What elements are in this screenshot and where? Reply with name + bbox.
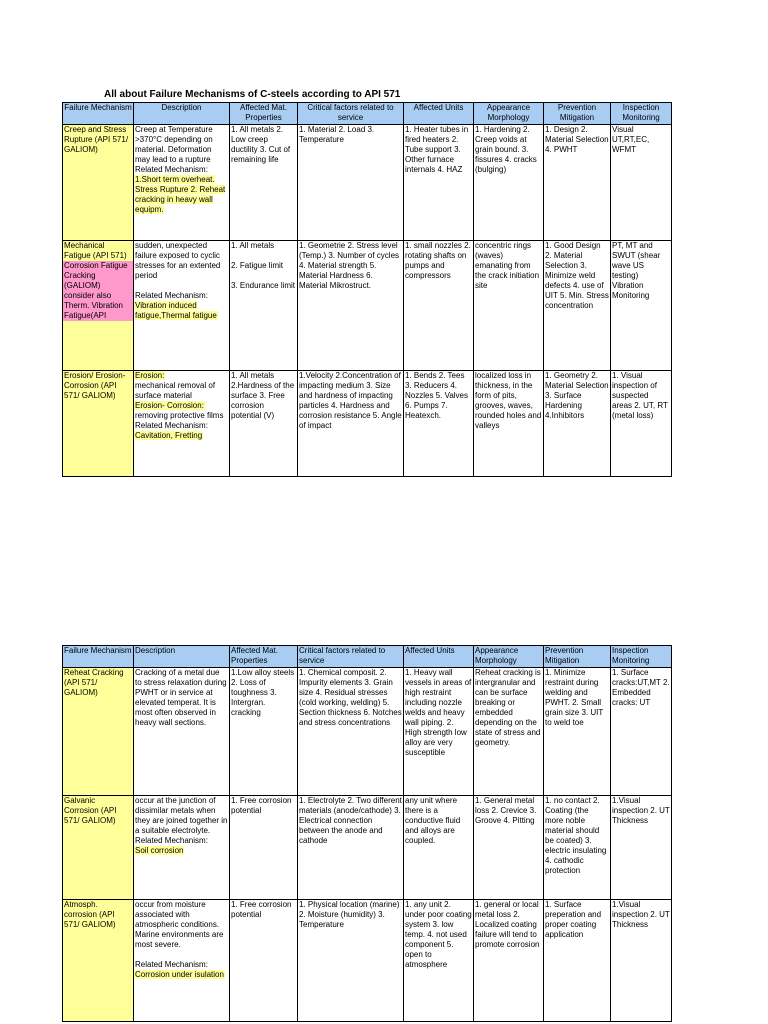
properties-cell: 1. Free corrosion potential [230, 796, 298, 900]
header-cell: Inspection Monitoring [611, 646, 672, 668]
factors-cell: 1. Chemical composit. 2. Impurity elements 3. Grain size 4. Residual stresses (cold working, welding) 5. Section thickness 6. Notches and stress concentrations [298, 668, 404, 796]
mechanism-cell: Creep and Stress Rupture (API 571/ GALIOM) [63, 125, 134, 241]
description-text: sudden, unexpected failure exposed to cyclic stresses for an extented period [135, 241, 221, 280]
inspection-cell: 1. Visual inspection of suspected areas 2. UT, RT (metal loss) [611, 371, 672, 477]
related-mechanism-label: Related Mechanism: [135, 960, 208, 969]
related-mechanism-highlight: Vibration induced fatigue,Thermal fatigue [135, 301, 217, 320]
morphology-cell: localized loss in thickness, in the form of pits, grooves, waves, rounded holes and valleys [474, 371, 544, 477]
property-item: 3. Endurance limit [231, 281, 296, 290]
mechanism-cell: Galvanic Corrosion (API 571/ GALIOM) [63, 796, 134, 900]
erosion-corrosion-highlight: Erosion- Corrosion: [135, 401, 204, 410]
properties-cell [230, 241, 298, 371]
description-text: mechanical removal of surface material [135, 381, 216, 400]
description-cell: Cracking of a metal due to stress relaxation during PWHT or in service at elevated temperat. It is most often observed in heavy wall sections. [134, 668, 230, 796]
properties-cell: 1. All metals 2.Hardness of the surface 3. Free corrosion potential (V) [230, 371, 298, 477]
header-cell: Appearance Morphology [474, 103, 544, 125]
factors-cell: 1. Electrolyte 2. Two different materials (anode/cathode) 3. Electrical connection between the anode and cathode [298, 796, 404, 900]
prevention-cell: 1. Design 2. Material Selection 4. PWHT [544, 125, 611, 241]
related-mechanism-highlight: Cavitation, Fretting [135, 431, 203, 440]
mechanism-cell: Erosion/ Erosion-Corrosion (API 571/ GALIOM) [63, 371, 134, 477]
related-mechanism-label: Related Mechanism: [135, 291, 208, 300]
description-cell [134, 241, 230, 371]
description-cell [134, 796, 230, 900]
header-cell: Prevention Mitigation [544, 103, 611, 125]
description-cell [134, 371, 230, 477]
description-cell [134, 900, 230, 1022]
failure-table-1 [62, 102, 672, 477]
table-row [63, 796, 672, 900]
header-cell: Inspection Monitoring [611, 103, 672, 125]
description-text: occur from moisture associated with atmospheric conditions. Marine environments are most severe. [135, 900, 224, 949]
morphology-cell: 1. general or local metal loss 2. Localized coating failure will tend to promote corrosion [474, 900, 544, 1022]
inspection-cell: Visual UT,RT,EC, WFMT [611, 125, 672, 241]
header-cell: Affected Units [404, 103, 474, 125]
units-cell: any unit where there is a conductive fluid and alloys are coupled. [404, 796, 474, 900]
description-cell [134, 125, 230, 241]
header-cell: Description [134, 646, 230, 668]
mechanism-cell: Atmosph. corrosion (API 571/ GALIOM) [63, 900, 134, 1022]
factors-cell: 1.Velocity 2.Concentration of impacting medium 3. Size and hardness of impacting particles 4. Hardness and corrosion resistance 5. Angle of impact [298, 371, 404, 477]
header-cell: Affected Units [404, 646, 474, 668]
property-item: 1. All metals [231, 241, 275, 250]
morphology-cell: 1. General metal loss 2. Crevice 3. Groove 4. Pitting [474, 796, 544, 900]
header-cell: Critical factors related to service [298, 103, 404, 125]
table-row [63, 125, 672, 241]
mechanism-secondary: Corrosion Fatigue Cracking (GALIOM) consider also Therm. Vibration Fatigue(API [63, 261, 133, 321]
units-cell: 1. small nozzles 2. rotating shafts on pumps and compressors [404, 241, 474, 371]
header-cell: Appearance Morphology [474, 646, 544, 668]
morphology-cell: 1. Hardening 2. Creep voids at grain bound. 3. fissures 4. cracks (bulging) [474, 125, 544, 241]
table-header-row [63, 646, 672, 668]
morphology-cell: concentric rings (waves) emanating from the crack initiation site [474, 241, 544, 371]
header-cell: Prevention Mitigation [544, 646, 611, 668]
erosion-highlight: Erosion: [135, 371, 165, 380]
property-item: 2. Fatigue limit [231, 261, 284, 270]
mechanism-primary: Mechanical Fatigue (API 571) [64, 241, 127, 260]
mechanism-cell: Reheat Cracking (API 571/ GALIOM) [63, 668, 134, 796]
page-title: All about Failure Mechanisms of C-steels according to API 571 [104, 89, 401, 100]
header-cell: Description [134, 103, 230, 125]
factors-cell: 1. Physical location (marine) 2. Moisture (humidity) 3. Temperature [298, 900, 404, 1022]
prevention-cell: 1. Good Design 2. Material Selection 3. Minimize weld defects 4. use of UIT 5. Min. Stress concentration [544, 241, 611, 371]
header-cell: Failure Mechanism [63, 103, 134, 125]
properties-cell: 1. Free corrosion potential [230, 900, 298, 1022]
units-cell: 1. any unit 2. under poor coating system 3. low temp. 4. not used component 5. open to atmosphere [404, 900, 474, 1022]
units-cell: 1. Bends 2. Tees 3. Reducers 4. Nozzles 5. Valves 6. Pumps 7. Heatexch. [404, 371, 474, 477]
inspection-cell: PT, MT and SWUT (shear wave US testing) Vibration Monitoring [611, 241, 672, 371]
properties-cell: 1. All metals 2. Low creep ductility 3. Cut of remaining life [230, 125, 298, 241]
table-row [63, 241, 672, 371]
failure-table-2 [62, 645, 672, 1022]
mechanism-cell [63, 241, 134, 371]
header-cell: Failure Mechanism [63, 646, 134, 668]
units-cell: 1. Heavy wall vessels in areas of high restraint including nozzle welds and heavy wall piping. 2. High strength low alloy are very susceptible [404, 668, 474, 796]
inspection-cell: 1. Surface cracks:UT,MT 2. Embedded cracks: UT [611, 668, 672, 796]
description-text: removing protective films Related Mechanism: [135, 411, 224, 430]
table-row [63, 900, 672, 1022]
morphology-cell: Reheat cracking is intergranular and can be surface breaking or embedded depending on the state of stress and geometry. [474, 668, 544, 796]
table-row [63, 668, 672, 796]
description-text: occur at the junction of dissimilar metals when they are joined together in a suitable electrolyte. Related Mechanism: [135, 796, 228, 845]
header-cell: Critical factors related to service [298, 646, 404, 668]
properties-cell: 1.Low alloy steels 2. Loss of toughness 3. Intergran. cracking [230, 668, 298, 796]
header-cell: Affected Mat. Properties [230, 103, 298, 125]
factors-cell: 1. Material 2. Load 3. Temperature [298, 125, 404, 241]
prevention-cell: 1. Surface preperation and proper coating application [544, 900, 611, 1022]
table-row [63, 371, 672, 477]
table-header-row [63, 103, 672, 125]
prevention-cell: 1. Minimize restraint during welding and PWHT. 2. Small grain size 3. UIT to weld toe [544, 668, 611, 796]
related-mechanism-highlight: Soil corrosion [135, 846, 184, 855]
related-mechanism-highlight: Corrosion under isulation [135, 970, 224, 979]
related-mechanism-highlight: 1.Short term overheat. Stress Rupture 2. Reheat cracking in heavy wall equipm. [135, 175, 226, 214]
prevention-cell: 1. no contact 2. Coating (the more noble material should be coated) 3. electric insulating 4. cathodic protection [544, 796, 611, 900]
prevention-cell: 1. Geometry 2. Material Selection 3. Surface Hardening 4.Inhibitors [544, 371, 611, 477]
factors-cell: 1. Geometrie 2. Stress level (Temp.) 3. Number of cycles 4. Material strength 5. Material Hardness 6. Material Mikrostruct. [298, 241, 404, 371]
header-cell: Affected Mat. Properties [230, 646, 298, 668]
description-text: Creep at Temperature >370°C depending on material. Deformation may lead to a rupture Related Mechanism: [135, 125, 213, 174]
inspection-cell: 1.Visual inspection 2. UT Thickness [611, 900, 672, 1022]
inspection-cell: 1.Visual inspection 2. UT Thickness [611, 796, 672, 900]
units-cell: 1. Heater tubes in fired heaters 2. Tube support 3. Other furnace internals 4. HAZ [404, 125, 474, 241]
